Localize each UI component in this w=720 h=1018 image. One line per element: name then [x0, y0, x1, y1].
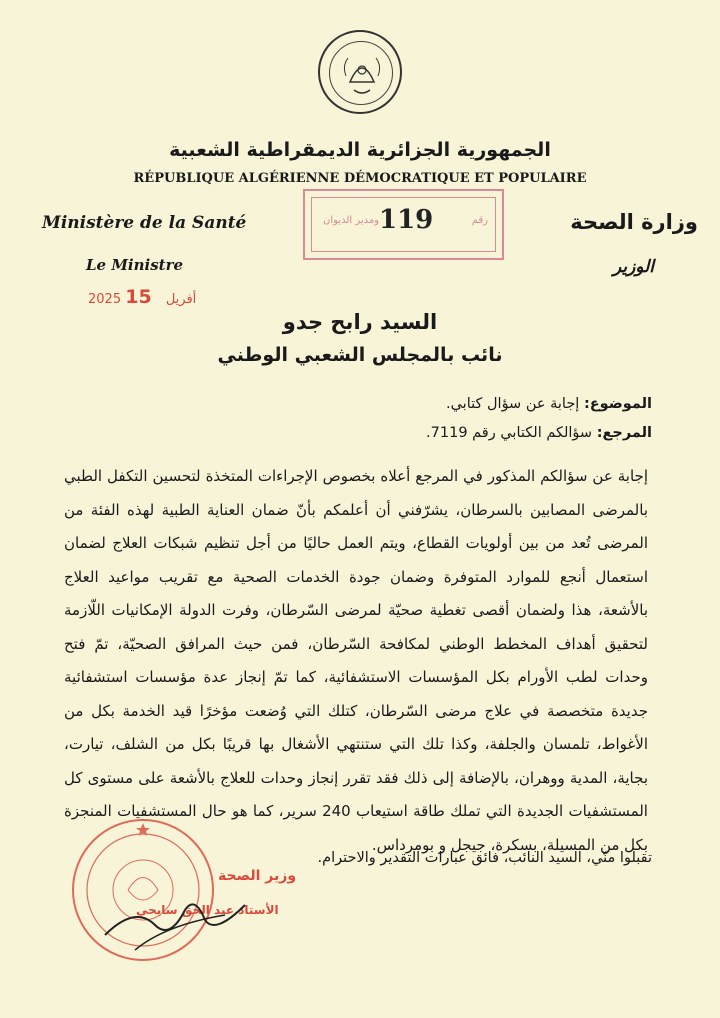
- signatory-title: وزير الصحة: [218, 868, 297, 884]
- reference-value: سؤالكم الكتابي رقم 7119.: [426, 425, 593, 441]
- reference-stamp: [303, 189, 504, 260]
- signatory-name: الأستاذ عبد الحق سايحي: [136, 903, 279, 917]
- handwritten-signature: [95, 865, 255, 955]
- letter-body: إجابة عن سؤالكم المذكور في المرجع أعلاه بخصوص الإجراءات المتخذة لتحسين التكفل الطبي بالمرضى المصابين بالسرطان، يشرّفني أن أعلمكم بأنّ ضمان العناية الطبية لهذه الفئة من المرضى تُعد من بين أولويات القطاع، ويتم العمل حاليًا من أجل تنظيم شبكات العلاج لضمان استعمال أنجع للموارد المتوفرة وضمان جودة الخدمات الصحية مع تقريب مواعيد العلاج بالأشعة، هذا ولضمان أقصى تغطية صحيّة لمرضى السّرطان، وفرت الدولة الإمكانيات اللّازمة لتحقيق أهداف المخطط الوطني لمكافحة السّرطان، فمن حيث المرافق الصحيّة، تمّ فتح وحدات لطب الأورام بكل المؤسسات الاستشفائية، كما تمّ إنجاز عدة مؤسسات استشفائية جديدة متخصصة في علاج مرضى السّرطان، كتلك التي وُضعت مؤخرًا قيد الخدمة بكل من الأغواط، تلمسان والجلفة، وكذا تلك التي ستنتهي الأشغال بها قريبًا بكل من الشلف، تيارت، بجاية، المدية ووهران، بالإضافة إلى ذلك فقد تقرر إنجاز وحدات للعلاج بالأشعة على مستوى كل المستشفيات الجديدة التي تملك طاقة استيعاب 240 سرير، كما هو حال المستشفيات المنجزة بكل من المسيلة، بسكرة، جيجل و بومرداس.: [64, 467, 648, 854]
- ministry-name-arabic: وزارة الصحة: [570, 210, 698, 234]
- reference-stamp-number: 119: [379, 205, 434, 235]
- addressee-name: السيد رابح جدو: [282, 310, 438, 334]
- date-month: أفريل: [165, 292, 197, 307]
- reference-label: المرجع:: [596, 425, 652, 441]
- reference-line: [426, 425, 652, 441]
- date-day: 15: [125, 286, 152, 308]
- subject-line: [446, 396, 652, 412]
- republic-title-arabic: الجمهورية الجزائرية الديمقراطية الشعبية: [169, 139, 551, 161]
- national-emblem-seal: [318, 30, 402, 114]
- minister-title-french: Le Ministre: [86, 256, 184, 274]
- ministry-name-french: Ministère de la Santé: [42, 213, 247, 233]
- date-year: 2025: [88, 292, 122, 307]
- closing-line: تقبلوا منّي، السيد النائب، فائق عبارات التقدير والاحترام.: [317, 850, 652, 866]
- subject-label: الموضوع:: [583, 396, 652, 412]
- subject-value: إجابة عن سؤال كتابي.: [445, 396, 580, 412]
- national-emblem-icon: [320, 32, 404, 116]
- reference-stamp-office: ومدير الديوان: [323, 215, 380, 226]
- minister-title-arabic: الوزير: [612, 257, 654, 277]
- date-stamp: [88, 286, 202, 308]
- reference-stamp-label: رقم: [471, 215, 488, 226]
- republic-title-french: RÉPUBLIQUE ALGÉRIENNE DÉMOCRATIQUE ET POPULAIRE: [133, 171, 587, 186]
- addressee-title: نائب بالمجلس الشعبي الوطني: [217, 344, 503, 366]
